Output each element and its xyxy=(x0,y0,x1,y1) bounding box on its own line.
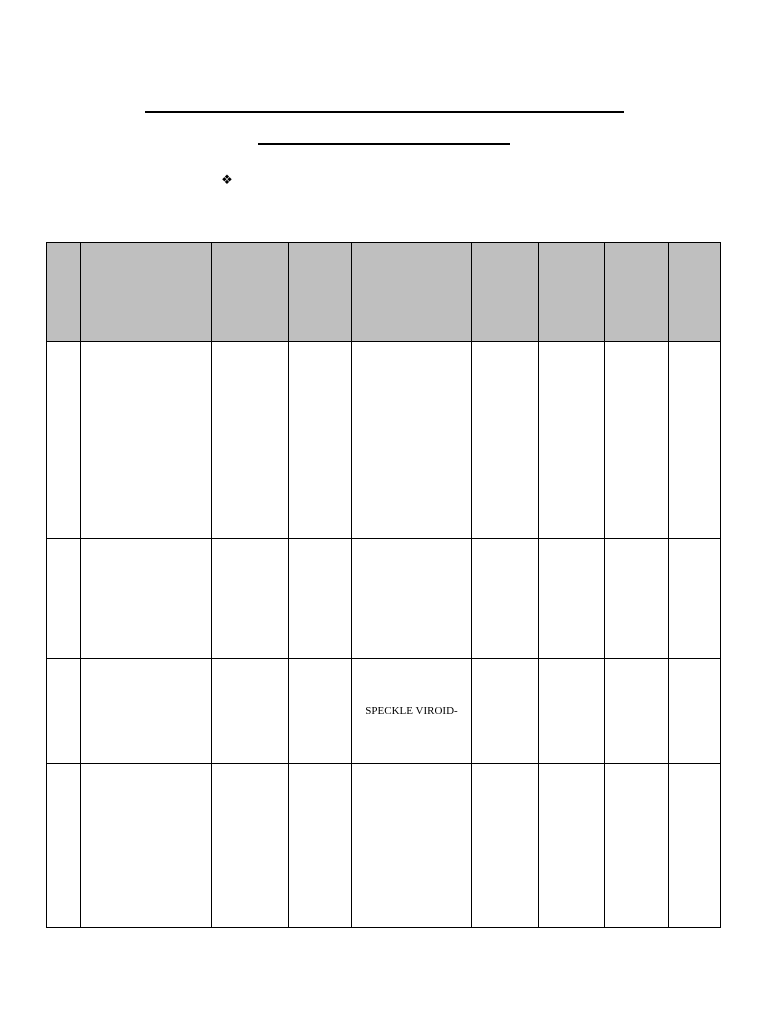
table-cell xyxy=(212,539,289,659)
table-cell xyxy=(47,659,81,764)
table-cell xyxy=(352,764,472,928)
table-row xyxy=(47,539,721,659)
diamond-bullet-icon: ❖ xyxy=(221,172,233,187)
table-cell xyxy=(352,539,472,659)
table-header-row xyxy=(47,243,721,342)
header-cell xyxy=(352,243,472,342)
table-cell xyxy=(289,539,352,659)
header-cell xyxy=(605,243,669,342)
table-cell xyxy=(472,764,539,928)
table-row xyxy=(47,764,721,928)
table-cell xyxy=(669,342,721,539)
table-cell xyxy=(289,764,352,928)
table-cell xyxy=(81,764,212,928)
table-cell xyxy=(669,659,721,764)
table-cell xyxy=(472,342,539,539)
table-cell xyxy=(47,342,81,539)
table-cell xyxy=(472,539,539,659)
table-cell xyxy=(289,659,352,764)
table-cell xyxy=(605,659,669,764)
data-table xyxy=(46,242,721,928)
table-cell xyxy=(81,539,212,659)
table-cell xyxy=(539,342,605,539)
header-cell xyxy=(669,243,721,342)
table-cell xyxy=(539,539,605,659)
table-cell xyxy=(605,342,669,539)
header-cell xyxy=(212,243,289,342)
subtitle-underline xyxy=(258,143,510,145)
table-cell xyxy=(81,659,212,764)
table-cell xyxy=(669,539,721,659)
header-cell xyxy=(539,243,605,342)
table-cell xyxy=(212,764,289,928)
table-cell xyxy=(212,659,289,764)
table-cell xyxy=(539,764,605,928)
table-cell xyxy=(47,539,81,659)
header-cell xyxy=(472,243,539,342)
table-cell xyxy=(81,342,212,539)
header-cell xyxy=(81,243,212,342)
table-cell xyxy=(472,659,539,764)
header-cell xyxy=(47,243,81,342)
table-cell xyxy=(669,764,721,928)
table-row xyxy=(47,342,721,539)
table-cell xyxy=(289,342,352,539)
table-cell xyxy=(605,539,669,659)
table-cell xyxy=(47,764,81,928)
header-cell xyxy=(289,243,352,342)
table-cell xyxy=(539,659,605,764)
table-row xyxy=(47,659,721,764)
title-underline-top xyxy=(145,111,624,113)
table-cell xyxy=(212,342,289,539)
table-cell xyxy=(352,342,472,539)
table-cell-disease-name: SPECKLE VIROID- xyxy=(352,659,472,764)
table-cell xyxy=(605,764,669,928)
